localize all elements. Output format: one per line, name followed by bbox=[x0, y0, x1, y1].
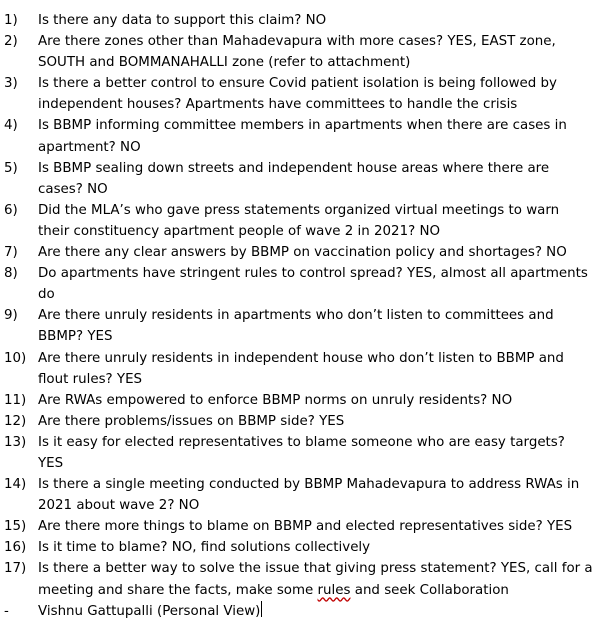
item-text: Is it time to blame? NO, find solutions collectively bbox=[38, 540, 371, 556]
item-number: 1) bbox=[4, 13, 18, 28]
list-item bbox=[0, 305, 610, 347]
item-text: Are RWAs empowered to enforce BBMP norms on unruly residents? NO bbox=[38, 392, 513, 408]
item-number: 16) bbox=[4, 540, 27, 556]
item-text: Is it easy for elected representatives to blame someone who are easy targets? YES bbox=[38, 434, 565, 471]
item-number: 15) bbox=[4, 519, 27, 535]
signature-text: Vishnu Gattupalli (Personal View) bbox=[38, 603, 261, 619]
signature-line bbox=[0, 601, 610, 622]
item-number: 3) bbox=[4, 76, 18, 92]
item-number: 11) bbox=[4, 392, 27, 408]
item-number: 17) bbox=[4, 561, 27, 577]
item-number: 4) bbox=[4, 118, 18, 134]
list-item bbox=[0, 263, 610, 305]
list-item bbox=[0, 10, 610, 31]
list-item bbox=[0, 73, 610, 115]
item-text: Are there zones other than Mahadevapura with more cases? YES, EAST zone, SOUTH and BOMMANAHALLI zone (refer to attachment) bbox=[38, 34, 556, 71]
item-text: Are there any clear answers by BBMP on vaccination policy and shortages? NO bbox=[38, 245, 567, 261]
item-text: Is there any data to support this claim? NO bbox=[38, 13, 327, 28]
item-number: 10) bbox=[4, 350, 27, 366]
list-item bbox=[0, 115, 610, 157]
item-text: Did the MLA’s who gave press statements organized virtual meetings to warn their constituency apartment people of wave 2 in 2021? NO bbox=[38, 202, 560, 239]
list-item bbox=[0, 31, 610, 73]
list-item bbox=[0, 411, 610, 432]
list-item bbox=[0, 200, 610, 242]
item-number: 8) bbox=[4, 266, 18, 282]
item-text: Is there a better way to solve the issue that giving press statement? YES, call for a meeting and share the facts, make some rules and seek Collaboration bbox=[38, 561, 593, 598]
item-text: Are there more things to blame on BBMP and elected representatives side? YES bbox=[38, 519, 573, 535]
item-number: 6) bbox=[4, 202, 18, 218]
item-text: Is there a single meeting conducted by BBMP Mahadevapura to address RWAs in 2021 about wave 2? NO bbox=[38, 477, 580, 514]
signature-dash: - bbox=[4, 603, 9, 619]
item-text: Is BBMP sealing down streets and independent house areas where there are cases? NO bbox=[38, 160, 550, 197]
spellcheck-flagged-word: rules bbox=[317, 582, 351, 598]
item-text: Are there unruly residents in apartments who don’t listen to committees and BBMP? YES bbox=[38, 308, 554, 345]
list-item bbox=[0, 158, 610, 200]
item-text: Is there a better control to ensure Covid patient isolation is being followed by independent houses? Apartments have committees to handle the crisis bbox=[38, 76, 557, 113]
item-text: Do apartments have stringent rules to control spread? YES, almost all apartments do bbox=[38, 266, 588, 303]
text-cursor bbox=[261, 601, 262, 617]
item-number: 13) bbox=[4, 434, 27, 450]
item-number: 2) bbox=[4, 34, 18, 50]
list-item bbox=[0, 474, 610, 516]
list-item bbox=[0, 558, 610, 600]
list-item bbox=[0, 348, 610, 390]
list-item bbox=[0, 432, 610, 474]
list-item bbox=[0, 390, 610, 411]
item-number: 12) bbox=[4, 413, 27, 429]
item-number: 5) bbox=[4, 160, 18, 176]
item-text: Is BBMP informing committee members in apartments when there are cases in apartment? NO bbox=[38, 118, 567, 155]
item-text: Are there problems/issues on BBMP side? YES bbox=[38, 413, 345, 429]
item-number: 14) bbox=[4, 477, 27, 493]
item-number: 7) bbox=[4, 245, 18, 261]
item-text: Are there unruly residents in independent house who don’t listen to BBMP and flout rules? YES bbox=[38, 350, 564, 387]
list-item bbox=[0, 537, 610, 558]
item-number: 9) bbox=[4, 308, 18, 324]
list-item bbox=[0, 242, 610, 263]
list-item bbox=[0, 516, 610, 537]
